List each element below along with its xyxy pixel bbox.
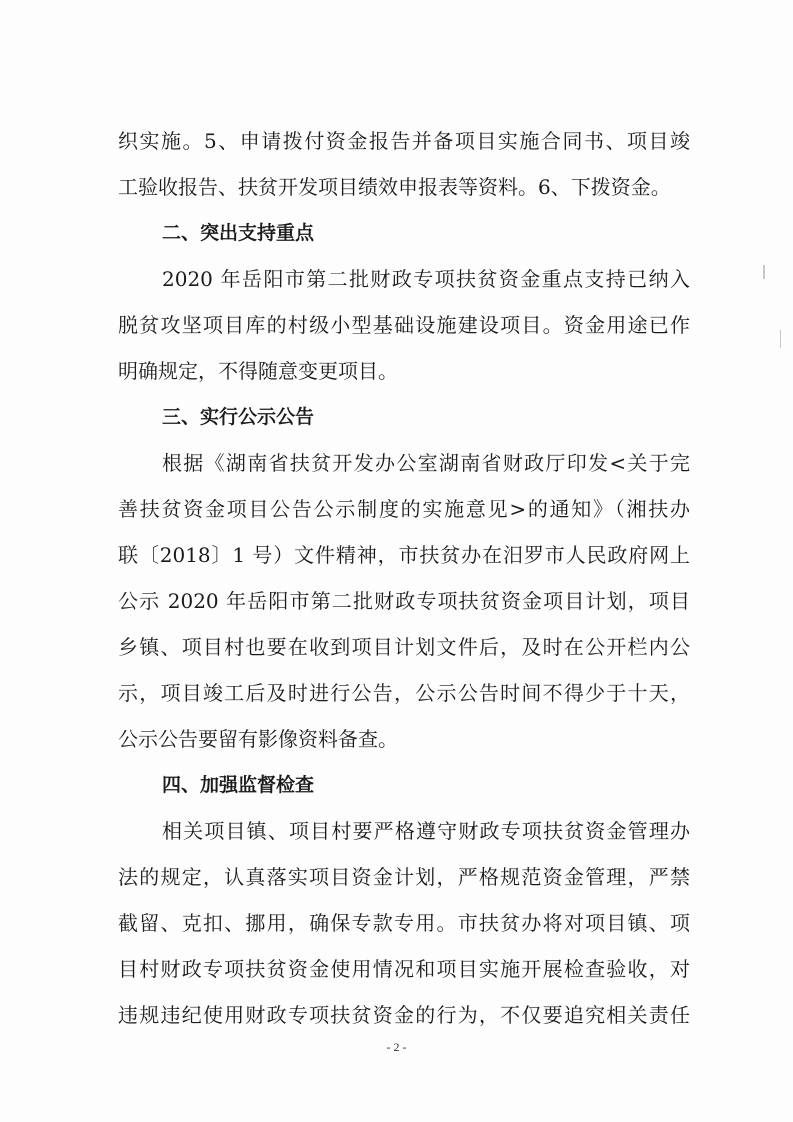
body-line: 根据《湖南省扶贫开发办公室湖南省财政厅印发<关于完 [162,451,690,475]
body-line: 联〔2018〕1 号）文件精神，市扶贫办在汨罗市人民政府网上 [118,543,690,567]
body-line: 法的规定，认真落实项目资金计划，严格规范资金管理，严禁 [118,865,690,889]
body-line: 相关项目镇、项目村要严格遵守财政专项扶贫资金管理办 [162,819,690,843]
document-body [118,118,690,1038]
section-heading: 三、实行公示公告 [162,406,315,428]
body-line: 乡镇、项目村也要在收到项目计划文件后，及时在公开栏内公 [118,635,690,659]
body-line: 明确规定，不得随意变更项目。 [118,359,398,383]
body-line: 目村财政专项扶贫资金使用情况和项目实施开展检查验收，对 [118,957,690,981]
section-heading: 四、加强监督检查 [162,774,315,796]
body-line: 善扶贫资金项目公告公示制度的实施意见>的通知》（湘扶办 [118,497,690,521]
body-line: 示，项目竣工后及时进行公告，公示公告时间不得少于十天， [118,681,690,705]
scan-artifact [780,330,781,348]
page-number: - 2 - [386,1040,407,1054]
body-line: 截留、克扣、挪用，确保专款专用。市扶贫办将对项目镇、项 [118,911,690,935]
body-line: 2020 年岳阳市第二批财政专项扶贫资金重点支持已纳入 [162,267,690,291]
scan-artifact [763,265,765,279]
body-line: 织实施。5、申请拨付资金报告并备项目实施合同书、项目竣 [118,129,690,153]
body-line: 公示公告要留有影像资料备查。 [118,727,398,751]
body-line: 工验收报告、扶贫开发项目绩效申报表等资料。6、下拨资金。 [118,175,671,199]
section-heading: 二、突出支持重点 [162,222,315,244]
body-line: 违规违纪使用财政专项扶贫资金的行为，不仅要追究相关责任 [118,1003,690,1027]
body-line: 脱贫攻坚项目库的村级小型基础设施建设项目。资金用途已作 [118,313,690,337]
body-line: 公示 2020 年岳阳市第二批财政专项扶贫资金项目计划，项目 [118,589,690,613]
